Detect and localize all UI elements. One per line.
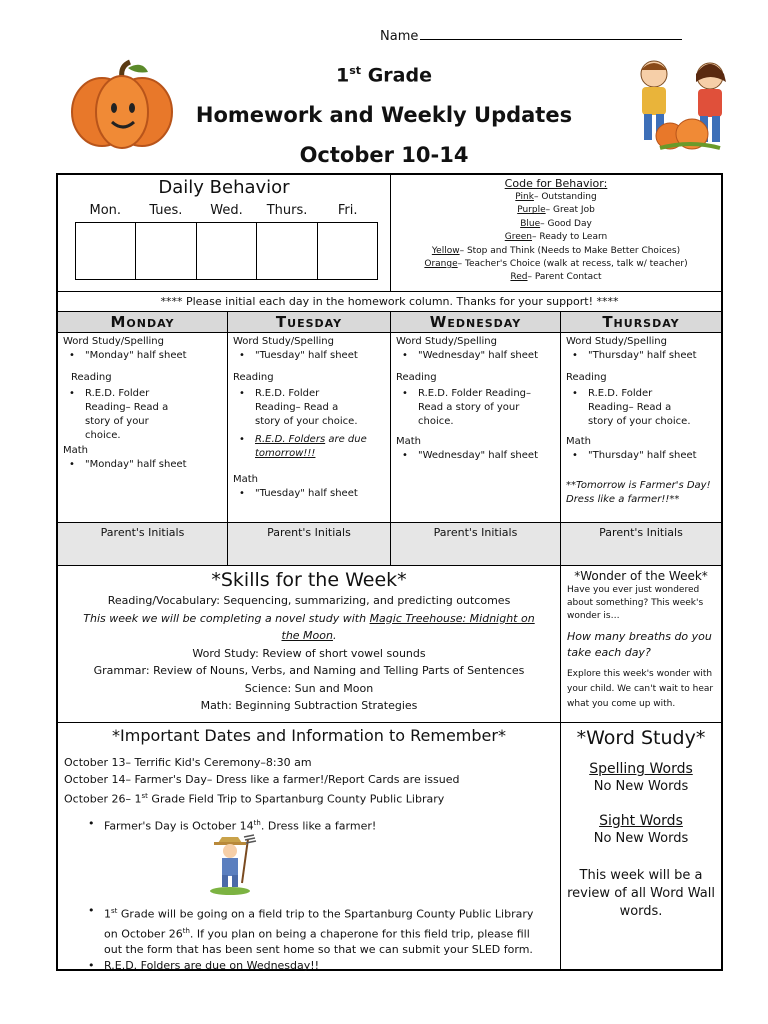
important-date-oct26: October 26– 1st Grade Field Trip to Spartanburg County Public Library	[64, 792, 445, 806]
thursday-initials-label: Parent's Initials	[599, 526, 683, 539]
day-label-wed: Wed.	[210, 203, 243, 218]
monday-ws-label: Word Study/Spelling	[63, 336, 164, 347]
thursday-ws-label: Word Study/Spelling	[566, 336, 667, 347]
tuesday-reading-item: • R.E.D. Folder Reading– Read a story of your choice.	[233, 387, 385, 429]
monday-initials-label: Parent's Initials	[100, 526, 185, 539]
wednesday-parent-initials[interactable]	[391, 522, 560, 565]
skills-novel: This week we will be completing a novel study with Magic Treehouse: Midnight on the Moon.	[83, 611, 535, 642]
sight-words-text: No New Words	[593, 831, 689, 846]
thursday-column	[561, 312, 721, 566]
thursday-farmer-note: **Tomorrow is Farmer's Day! Dress like a farmer!!**	[566, 480, 711, 505]
spelling-words-text: No New Words	[593, 779, 689, 794]
thursday-reading-label: Reading	[566, 372, 607, 383]
day-label-mon: Mon.	[89, 203, 122, 218]
skills-science: Science: Sun and Moon	[244, 681, 374, 695]
wednesday-math-label: Math	[396, 436, 422, 447]
monday-math-label: Math	[63, 445, 89, 456]
monday-ws-item: • "Monday" half sheet	[63, 349, 222, 363]
wednesday-header: Wednesday	[391, 312, 560, 333]
important-farmer-day: • Farmer's Day is October 14th. Dress like a farmer!	[82, 815, 554, 835]
behavior-grid[interactable]	[75, 222, 378, 280]
name-label: Name	[380, 29, 419, 44]
behavior-cell-mon[interactable]	[76, 223, 136, 279]
tuesday-ws-label: Word Study/Spelling	[233, 336, 334, 347]
monday-math-item: • "Monday" half sheet	[63, 458, 222, 472]
sight-words-title: Sight Words	[599, 813, 683, 829]
behavior-cell-fri[interactable]	[318, 223, 377, 279]
code-item-red: Red– Parent Contact	[510, 272, 602, 283]
day-label-tue: Tues.	[149, 203, 183, 218]
farmer-icon	[208, 833, 262, 900]
skills-title: *Skills for the Week*	[211, 569, 407, 591]
behavior-code-section	[391, 175, 721, 292]
important-section	[58, 723, 561, 973]
day-label-fri: Fri.	[337, 203, 358, 218]
code-item-purple: Purple– Great Job	[517, 205, 595, 216]
code-item-yellow: Yellow– Stop and Think (Needs to Make Better Choices)	[431, 245, 681, 256]
monday-reading-item: • R.E.D. Folder Reading– Read a story of your choice.	[63, 387, 222, 443]
tuesday-math-label: Math	[233, 474, 259, 485]
monday-reading-label: Reading	[71, 372, 112, 383]
word-study-section	[561, 723, 721, 969]
word-study-title: *Word Study*	[576, 727, 706, 749]
code-item-orange: Orange– Teacher's Choice (walk at recess, talk w/ teacher)	[424, 259, 688, 270]
behavior-code-title: Code for Behavior:	[504, 177, 608, 190]
date-range: October 10-14	[299, 143, 469, 167]
wednesday-math-item: • "Wednesday" half sheet	[396, 449, 555, 463]
thursday-reading-item: • R.E.D. Folder Reading– Read a story of your choice.	[566, 387, 716, 429]
skills-grammar: Grammar: Review of Nouns, Verbs, and Naming and Telling Parts of Sentences	[93, 664, 525, 677]
tuesday-reading-label: Reading	[233, 372, 274, 383]
wonder-section	[561, 566, 721, 723]
important-date-oct14: October 14– Farmer's Day– Dress like a farmer!/Report Cards are issued	[64, 773, 460, 786]
thursday-ws-item: • "Thursday" half sheet	[566, 349, 716, 363]
monday-header: Monday	[58, 312, 227, 333]
thursday-parent-initials[interactable]	[561, 522, 721, 565]
wonder-question: How many breaths do you take each day?	[567, 630, 712, 659]
thursday-header: Thursday	[561, 312, 721, 333]
important-red-folders: • R.E.D. Folders are due on Wednesday!!	[82, 958, 549, 974]
wonder-title: *Wonder of the Week*	[574, 569, 708, 583]
wednesday-column	[391, 312, 561, 566]
tuesday-ws-item: • "Tuesday" half sheet	[233, 349, 385, 363]
tuesday-folders-note: • R.E.D. Folders are due tomorrow!!!	[233, 433, 385, 461]
tuesday-math-item: • "Tuesday" half sheet	[233, 487, 385, 501]
monday-parent-initials[interactable]	[58, 522, 227, 565]
important-title: *Important Dates and Information to Remember*	[112, 726, 506, 745]
code-item-blue: Blue– Good Day	[520, 218, 592, 229]
tuesday-parent-initials[interactable]	[228, 522, 390, 565]
important-date-oct13: October 13– Terrific Kid's Ceremony–8:30 am	[64, 756, 312, 769]
name-field[interactable]	[380, 28, 682, 44]
wednesday-reading-label: Reading	[396, 372, 437, 383]
name-blank[interactable]	[420, 28, 682, 40]
wonder-intro: Have you ever just wondered about something? This week's wonder is…	[567, 585, 704, 621]
wednesday-initials-label: Parent's Initials	[433, 526, 518, 539]
wednesday-reading-item: • R.E.D. Folder Reading– Read a story of your choice.	[396, 387, 555, 429]
daily-behavior-section	[58, 175, 391, 292]
tuesday-initials-label: Parent's Initials	[267, 526, 351, 539]
thursday-math-item: • "Thursday" half sheet	[566, 449, 716, 463]
tuesday-column	[228, 312, 391, 566]
skills-reading: Reading/Vocabulary: Sequencing, summarizing, and predicting outcomes	[107, 594, 511, 607]
initial-note: **** Please initial each day in the homework column. Thanks for your support! ****	[58, 292, 721, 312]
thursday-math-label: Math	[566, 436, 592, 447]
behavior-cell-thu[interactable]	[257, 223, 317, 279]
skills-math: Math: Beginning Subtraction Strategies	[200, 699, 418, 712]
grade-heading: 1st Grade	[336, 64, 432, 87]
skills-word-study: Word Study: Review of short vowel sounds	[192, 646, 426, 660]
page-title: Homework and Weekly Updates	[195, 103, 573, 127]
code-item-green: Green– Ready to Learn	[504, 232, 608, 243]
homework-sheet	[56, 173, 723, 971]
word-study-review: This week will be a review of all Word Wall words.	[567, 868, 715, 919]
wonder-outro: Explore this week's wonder with your child. We can't wait to hear what you come up with.	[567, 669, 714, 709]
behavior-cell-tue[interactable]	[136, 223, 196, 279]
monday-column	[58, 312, 228, 566]
wednesday-ws-label: Word Study/Spelling	[396, 336, 497, 347]
tuesday-header: Tuesday	[228, 312, 390, 333]
wednesday-ws-item: • "Wednesday" half sheet	[396, 349, 555, 363]
spelling-words-title: Spelling Words	[589, 761, 693, 777]
daily-behavior-title: Daily Behavior	[158, 177, 290, 198]
code-item-pink: Pink– Outstanding	[515, 192, 597, 202]
behavior-cell-wed[interactable]	[197, 223, 257, 279]
important-field-trip: • 1st Grade will be going on a field trip to the Spartanburg County Public Library on October 26th. If you plan on being a chaperone for this field trip, please fill out the form that has been sent home so that we can submit your SLED form.	[82, 903, 549, 958]
skills-section	[58, 566, 561, 723]
day-label-thu: Thurs.	[266, 203, 308, 218]
